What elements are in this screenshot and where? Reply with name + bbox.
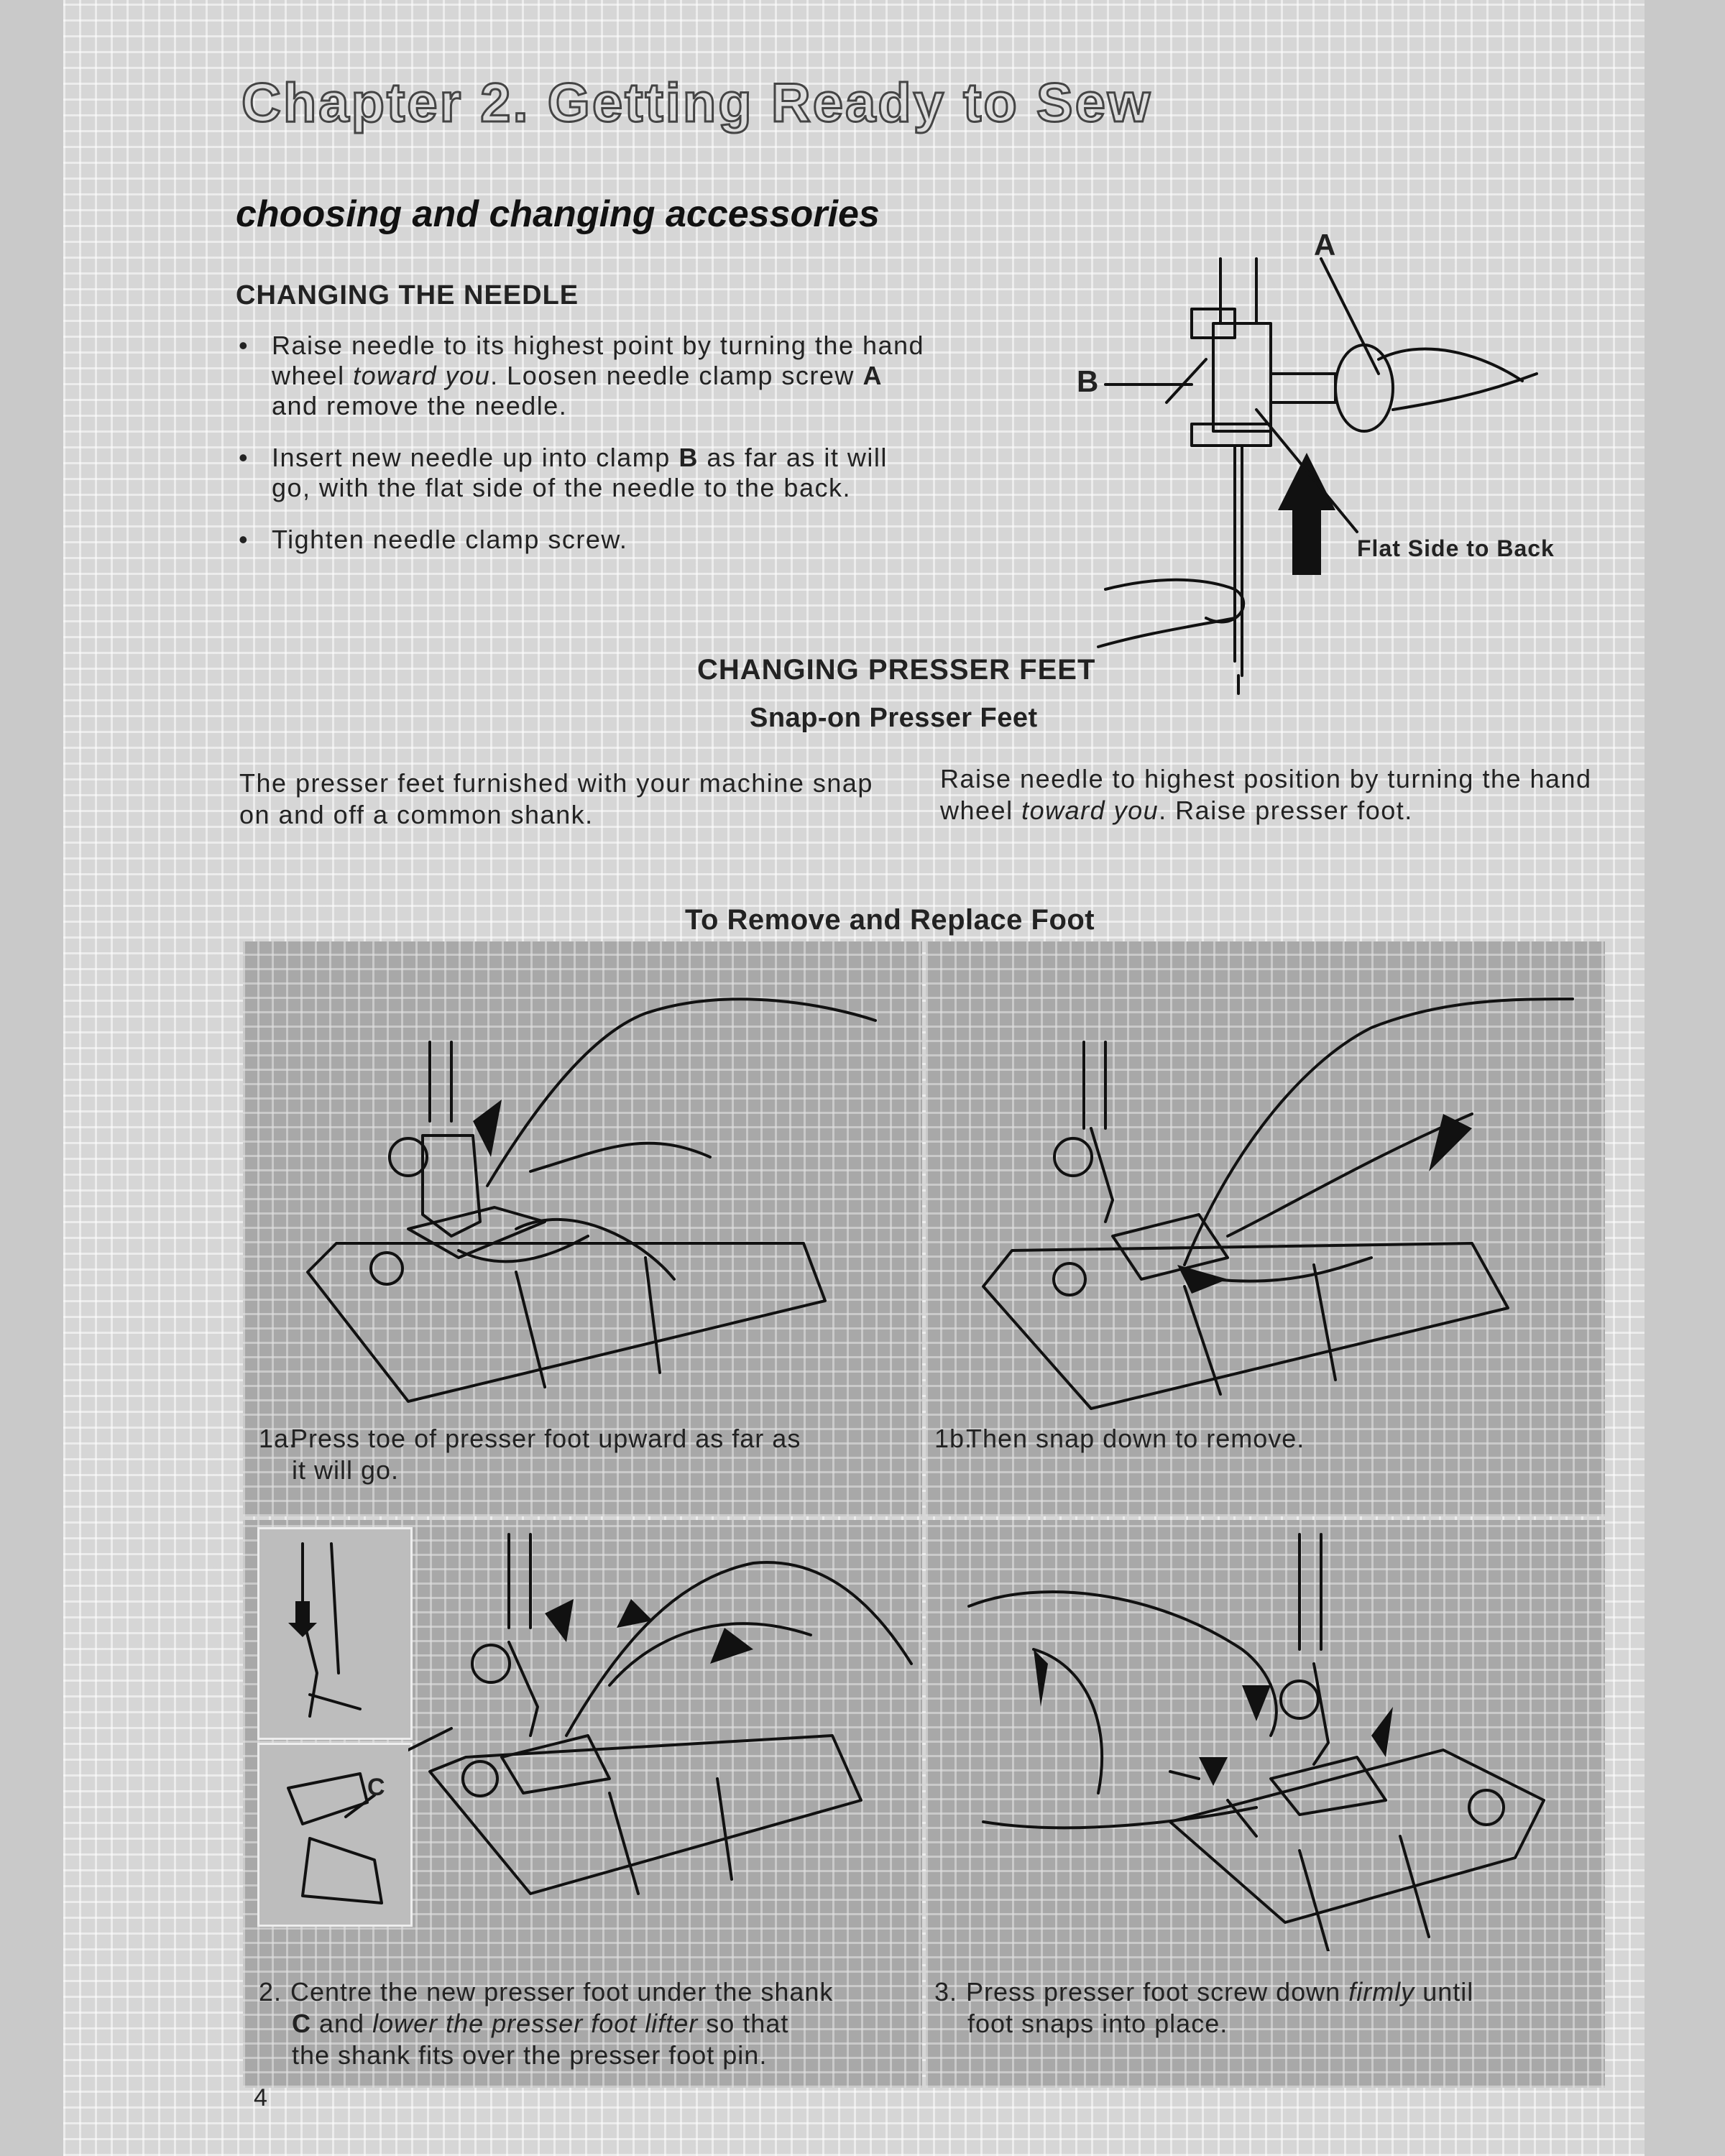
step-1a-illustration — [243, 941, 922, 1416]
label-c: C — [367, 1774, 385, 1801]
step-2-illustration — [408, 1520, 922, 1951]
step-2-panel — [243, 1520, 922, 2088]
presser-intro-right: Raise needle to highest position by turning the hand wheel toward you. Raise presser foot. — [940, 764, 1592, 825]
chapter-title: Chapter 2. Getting Ready to Sew — [242, 73, 1152, 134]
remove-replace-heading: To Remove and Replace Foot — [685, 904, 1095, 936]
step-2-caption: 2. Centre the new presser foot under the shank C and lower the presser foot lifter so that the shank fits over the presser foot pin. — [259, 1977, 834, 2070]
needle-instructions — [236, 331, 926, 576]
needle-step-3: • Tighten needle clamp screw. — [236, 525, 926, 555]
label-a: A — [1314, 228, 1336, 262]
needle-step-2: • Insert new needle up into clamp B as far as it will go, with the flat side of the needle to the back. — [236, 443, 926, 503]
presser-lifter-illustration — [259, 1529, 410, 1738]
step-1b-illustration — [926, 941, 1605, 1416]
step-1b-caption: 1b.Then snap down to remove. — [934, 1424, 1305, 1453]
lifter-inset — [257, 1527, 413, 1740]
step-3-illustration — [926, 1520, 1605, 1951]
needle-step-1: • Raise needle to its highest point by turning the hand wheel toward you. Loosen needle clamp screw A and remove the needle. — [236, 331, 926, 421]
step-1b-panel — [926, 941, 1605, 1516]
label-b: B — [1077, 364, 1099, 398]
changing-needle-heading: CHANGING THE NEEDLE — [236, 280, 579, 310]
flat-side-label: Flat Side to Back — [1357, 535, 1555, 561]
page-number: 4 — [254, 2084, 267, 2111]
section-title: choosing and changing accessories — [236, 193, 880, 235]
step-1a-panel — [243, 941, 922, 1516]
snap-on-heading: Snap-on Presser Feet — [750, 703, 1038, 733]
step-3-panel — [926, 1520, 1605, 2088]
presser-intro-left: The presser feet furnished with your machine snap on and off a common shank. — [239, 768, 873, 829]
changing-presser-feet-heading: CHANGING PRESSER FEET — [697, 654, 1096, 686]
step-1a-caption: 1a.Press toe of presser foot upward as far as it will go. — [259, 1424, 801, 1485]
shank-illustration — [259, 1745, 410, 1925]
step-3-caption: 3. Press presser foot screw down firmly until foot snaps into place. — [934, 1977, 1474, 2038]
needle-clamp-illustration — [1019, 216, 1623, 704]
manual-page — [63, 0, 1644, 2156]
shank-c-inset — [257, 1743, 413, 1927]
